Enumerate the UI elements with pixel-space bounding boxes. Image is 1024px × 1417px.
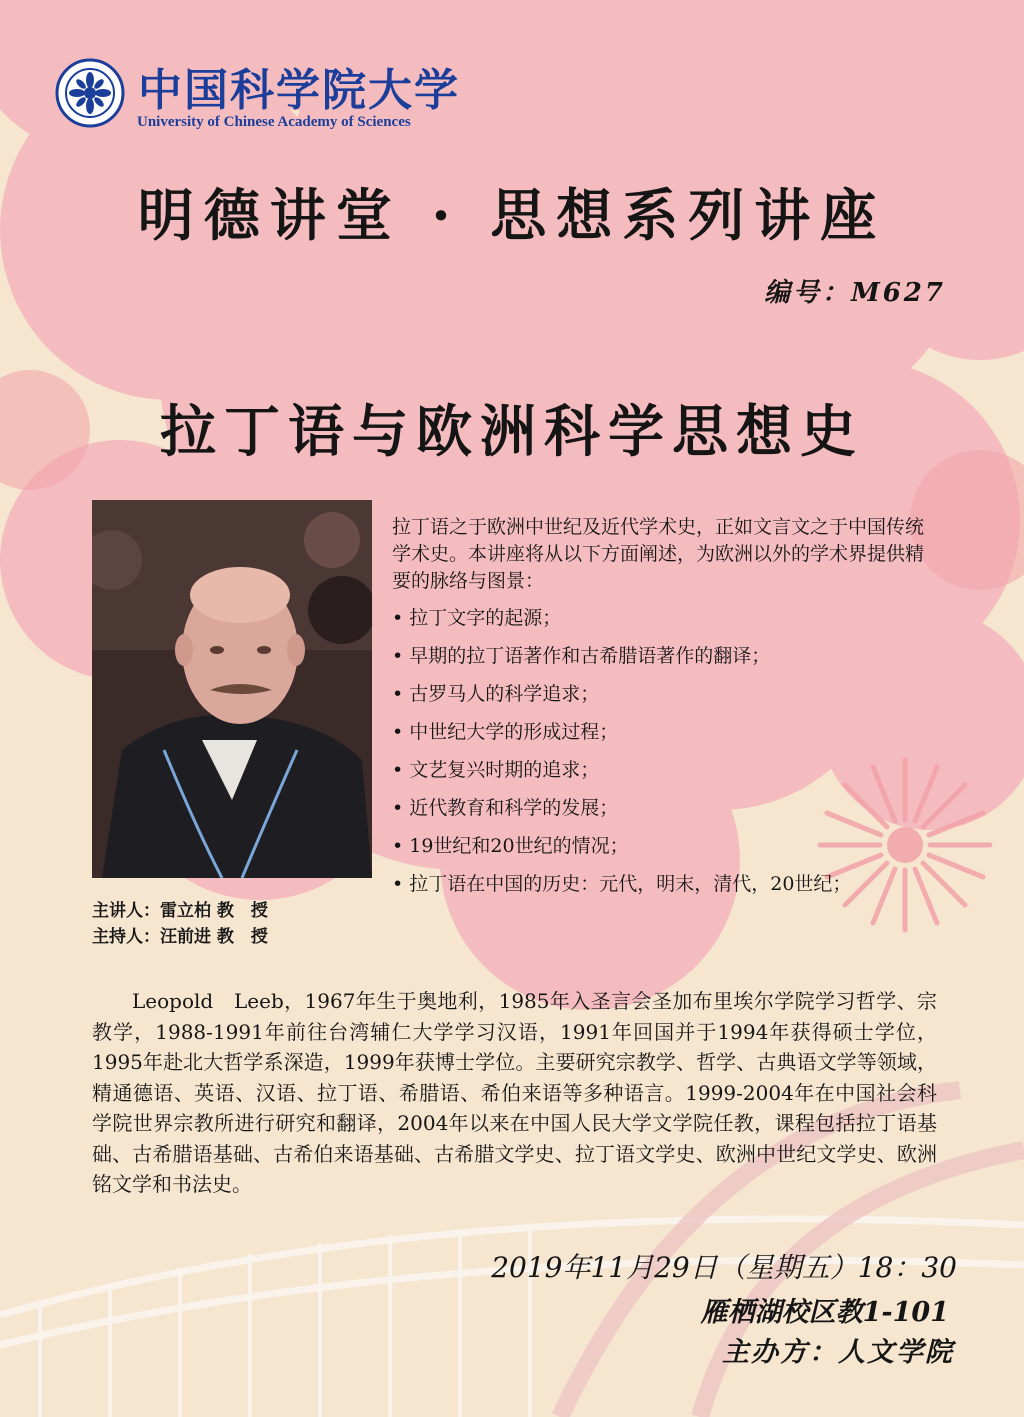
speaker-bio: Leopold Leeb，1967年生于奥地利，1985年入圣言会圣加布里埃尔学院学习哲学、宗教学，1988-1991年前往台湾辅仁大学学习汉语，1991年回国并于1994年获得硕士学位，1995年赴北大哲学系深造，1999年获博士学位。主要研究宗教学、哲学、古典语文学等领域，精通德语、英语、汉语、拉丁语、希腊语、希伯来语等多种语言。1999-2004年在中国社会科学院世界宗教所进行研究和翻译，2004年以来在中国人民大学文学院任教，课程包括拉丁语基础、古希腊语基础、古希伯来语基础、古希腊文学史、拉丁语文学史、欧洲中世纪文学史、欧洲铭文学和书法史。 <box>92 989 937 1196</box>
host-line: 主持人：汪前进 教 授 <box>92 927 268 947</box>
topic-item: • 近代教育和科学的发展； <box>392 795 932 821</box>
event-venue: 雁栖湖校区教1-101 <box>700 1297 949 1328</box>
logo-chinese-name: 中国科学院大学 <box>138 65 460 116</box>
speaker-credits <box>92 898 268 950</box>
speaker-photo <box>92 500 372 878</box>
event-date: 2019年11月29日（星期五）18：30 <box>491 1251 957 1284</box>
lecture-abstract <box>392 514 932 909</box>
lecture-title: 拉丁语与欧洲科学思想史 <box>160 399 864 465</box>
series-title: 明德讲堂 · 思想系列讲座 <box>137 183 887 249</box>
logo-english-name: University of Chinese Academy of Sciences <box>137 114 411 130</box>
speaker-line: 主讲人：雷立柏 教 授 <box>92 901 268 921</box>
event-organizer: 主办方：人文学院 <box>722 1337 954 1368</box>
abstract-intro: 拉丁语之于欧洲中世纪及近代学术史，正如文言文之于中国传统学术史。本讲座将从以下方面阐述，为欧洲以外的学术界提供精要的脉络与图景： <box>392 516 925 592</box>
topic-item: • 19世纪和20世纪的情况； <box>392 833 932 859</box>
ucas-emblem-icon <box>55 58 125 128</box>
topic-item: • 古罗马人的科学追求； <box>392 681 932 707</box>
topic-item: • 早期的拉丁语著作和古希腊语著作的翻译； <box>392 643 932 669</box>
topic-item: • 拉丁语在中国的历史：元代，明末，清代，20世纪； <box>392 871 932 897</box>
lecture-code: 编号：M627 <box>763 278 946 308</box>
topic-item: • 文艺复兴时期的追求； <box>392 757 932 783</box>
topic-item: • 中世纪大学的形成过程； <box>392 719 932 745</box>
topic-item: • 拉丁文字的起源； <box>392 605 932 631</box>
topic-list <box>392 605 932 897</box>
